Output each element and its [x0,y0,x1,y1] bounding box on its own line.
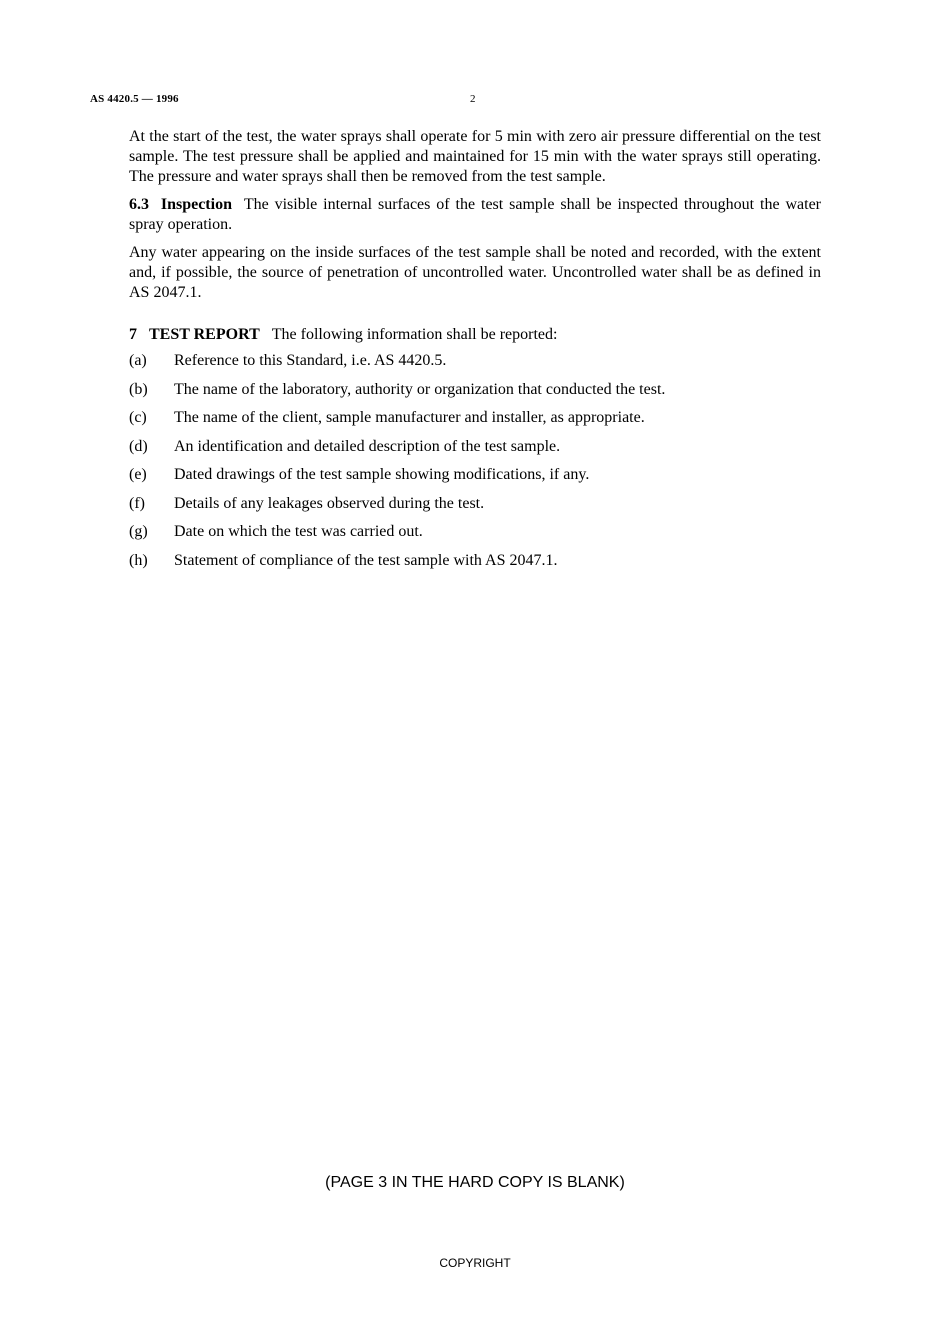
list-item [129,408,821,437]
list-item-text: Details of any leakages observed during the test. [174,494,485,512]
list-item-label: (f) [129,494,145,512]
copyright-notice: COPYRIGHT [439,1256,511,1270]
list-item-text: Dated drawings of the test sample showing modifications, if any. [174,466,590,483]
list-item-text: The name of the laboratory, authority or organization that conducted the test. [174,380,666,398]
list-item [129,522,821,551]
paragraph-water-sprays: At the start of the test, the water sprays shall operate for 5 min with zero air pressure differential on the test sample. The test pressure shall be applied and maintained for 15 min with the water sprays still operating. The pressure and water sprays shall then be removed from the test sample. [129,128,821,185]
list-item-text: Date on which the test was carried out. [174,523,423,540]
list-item-text: Statement of compliance of the test sample with AS 2047.1. [174,551,558,569]
document-body [129,127,821,579]
list-item-label: (g) [129,523,148,540]
list-item-text: The name of the client, sample manufacturer and installer, as appropriate. [174,409,645,426]
list-item [129,380,821,409]
list-item-label: (b) [129,380,148,398]
list-item [129,551,821,580]
paragraph-water-appearing: Any water appearing on the inside surfaces of the test sample shall be noted and recorded, with the extent and, if possible, the source of penetration of uncontrolled water. Uncontrolled water shall be as defined in AS 2047.1. [129,244,821,301]
list-item-text: Reference to this Standard, i.e. AS 4420.5. [174,352,447,369]
section-7-title: TEST REPORT [149,326,260,343]
test-report-list [129,351,821,579]
list-item-label: (c) [129,409,147,426]
list-item [129,351,821,380]
page-number: 2 [470,93,476,105]
list-item-label: (h) [129,551,148,569]
section-6-3-number: 6.3 [129,196,149,213]
section-7-number: 7 [129,326,137,343]
section-6-3-title: Inspection [160,196,232,213]
standard-reference: AS 4420.5 — 1996 [90,93,179,105]
list-item [129,465,821,494]
list-item-label: (d) [129,437,148,455]
section-7-intro: The following information shall be reported: [271,326,558,343]
list-item [129,494,821,523]
list-item-text: An identification and detailed description of the test sample. [174,437,561,455]
section-6-3-text: The visible internal surfaces of the test sample shall be inspected throughout the water spray operation. [129,196,822,233]
blank-page-note: (PAGE 3 IN THE HARD COPY IS BLANK) [325,1174,625,1191]
section-6-3 [129,195,821,235]
list-item-label: (e) [129,466,147,483]
section-7-heading [129,325,821,345]
list-item-label: (a) [129,352,147,369]
list-item [129,437,821,466]
